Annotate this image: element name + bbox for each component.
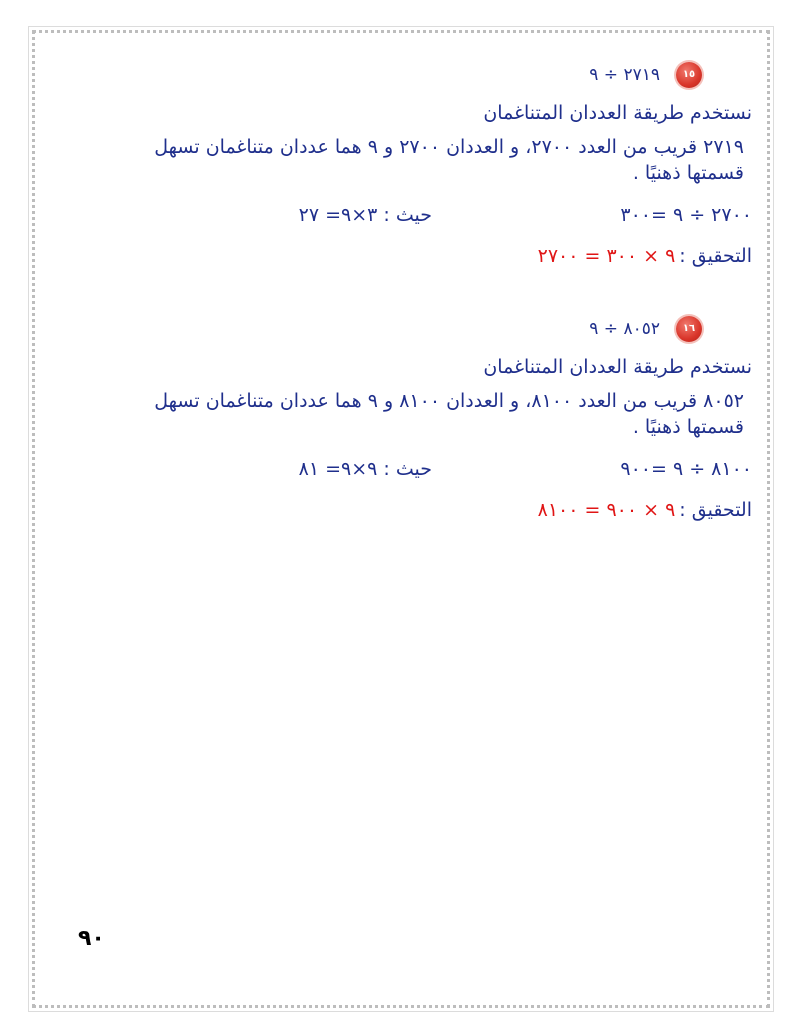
problem-number-badge: ١٥ — [676, 62, 702, 88]
problem-expression: ٢٧١٩ ÷ ٩ — [589, 65, 660, 85]
problem-block-1 — [84, 58, 752, 272]
problem-number-badge: ١٦ — [676, 316, 702, 342]
basic-fact: حيث : ٣×٩= ٢٧ — [298, 204, 432, 226]
verification-equation: ٩ × ٩٠٠ = ٨١٠٠ — [537, 499, 676, 521]
basic-fact: حيث : ٩×٩= ٨١ — [298, 458, 432, 480]
explanation-paragraph — [84, 388, 752, 440]
verification-equation: ٩ × ٣٠٠ = ٢٧٠٠ — [537, 245, 676, 267]
explanation-line-2: قسمتها ذهنيًا . — [632, 162, 744, 184]
division-result: ٨١٠٠ ÷ ٩ =٩٠٠ — [620, 458, 752, 480]
explanation-line-1: ٨٠٥٢ قريب من العدد ٨١٠٠، و العددان ٨١٠٠ و ٩ هما عددان متناغمان تسهل — [154, 390, 744, 412]
explanation-paragraph — [84, 134, 752, 186]
method-text: نستخدم طريقة العددان المتناغمان — [483, 102, 752, 124]
explanation-line-1: ٢٧١٩ قريب من العدد ٢٧٠٠، و العددان ٢٧٠٠ و ٩ هما عددان متناغمان تسهل — [154, 136, 744, 158]
problem-expression: ٨٠٥٢ ÷ ٩ — [589, 319, 660, 339]
method-text: نستخدم طريقة العددان المتناغمان — [483, 356, 752, 378]
page-number: ٩٠ — [78, 926, 105, 951]
explanation-line-2: قسمتها ذهنيًا . — [632, 416, 744, 438]
problem-header — [84, 312, 702, 346]
verification-row — [84, 240, 752, 272]
verification-label: التحقيق : — [679, 245, 752, 267]
verification-row — [84, 494, 752, 526]
verification-label: التحقيق : — [679, 499, 752, 521]
calculation-row — [84, 454, 752, 484]
problem-block-2 — [84, 312, 752, 526]
division-result: ٢٧٠٠ ÷ ٩ =٣٠٠ — [620, 204, 752, 226]
problem-header — [84, 58, 702, 92]
calculation-row — [84, 200, 752, 230]
